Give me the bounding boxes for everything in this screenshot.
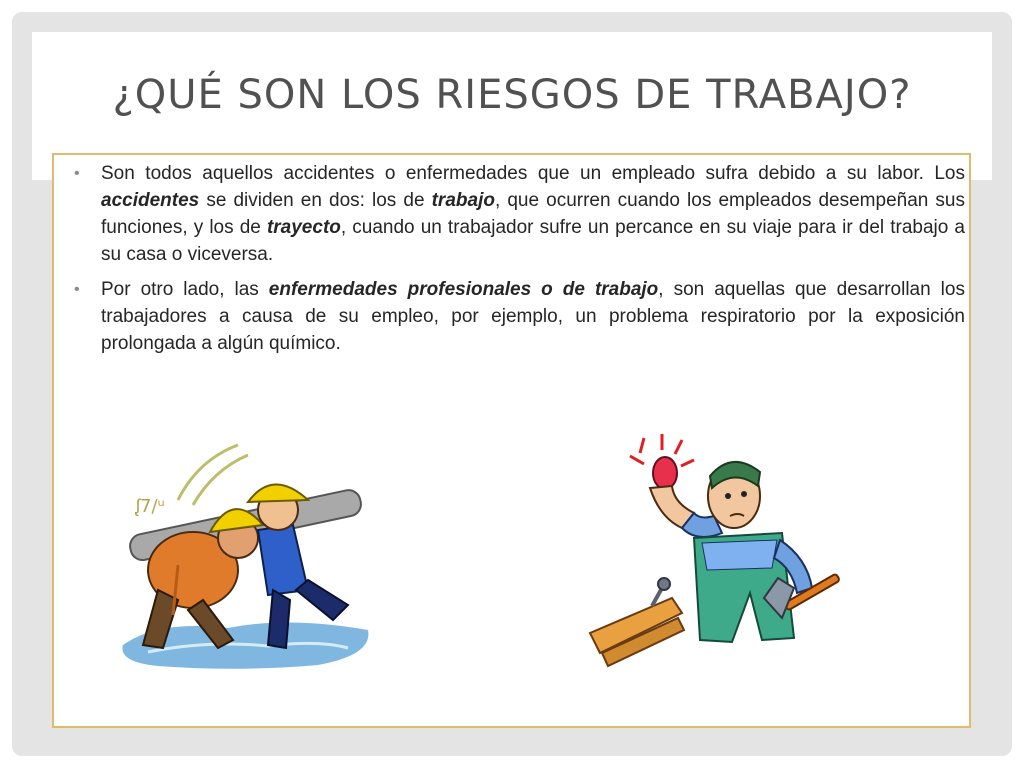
svg-text:ᶘ7/ᵘ: ᶘ7/ᵘ [136,496,165,517]
bullet-text: Por otro lado, las [101,279,269,300]
bullet-text: , que ocurren cuando los empleados desempeñan sus funciones, y los de [101,190,965,238]
bullet-text: Son todos aquellos accidentes o enfermedades que un empleado sufra debido a su labor. Los [101,163,965,184]
emphasis-accidentes: accidentes [101,190,200,211]
emphasis-enfermedades: enfermedades profesionales o de trabajo [268,279,659,300]
bullet-dot-icon: • [74,165,80,182]
bullet-text: se dividen en dos: los de [199,190,432,211]
workers-slipping-illustration [118,440,376,672]
bullet-text: , son aquellas que desarrollan los trabajadores a causa de su empleo, por ejemplo, un problema respiratorio por la exposición prolongada a algún químico. [101,279,965,354]
bullet-list [72,160,965,365]
bullet-text: , cuando un trabajador sufre un percance en su viaje para ir del trabajo a su casa o viceversa. [101,217,965,265]
emphasis-trayecto: trayecto [266,217,341,238]
bullet-item-illnesses [72,276,965,357]
emphasis-trabajo: trabajo [431,190,495,211]
slide-title: ¿QUÉ SON LOS RIESGOS DE TRABAJO? [112,72,912,118]
bullet-item-accidents [72,160,965,268]
bullet-dot-icon: • [74,281,80,298]
worker-with-hammer-illustration [582,428,844,670]
